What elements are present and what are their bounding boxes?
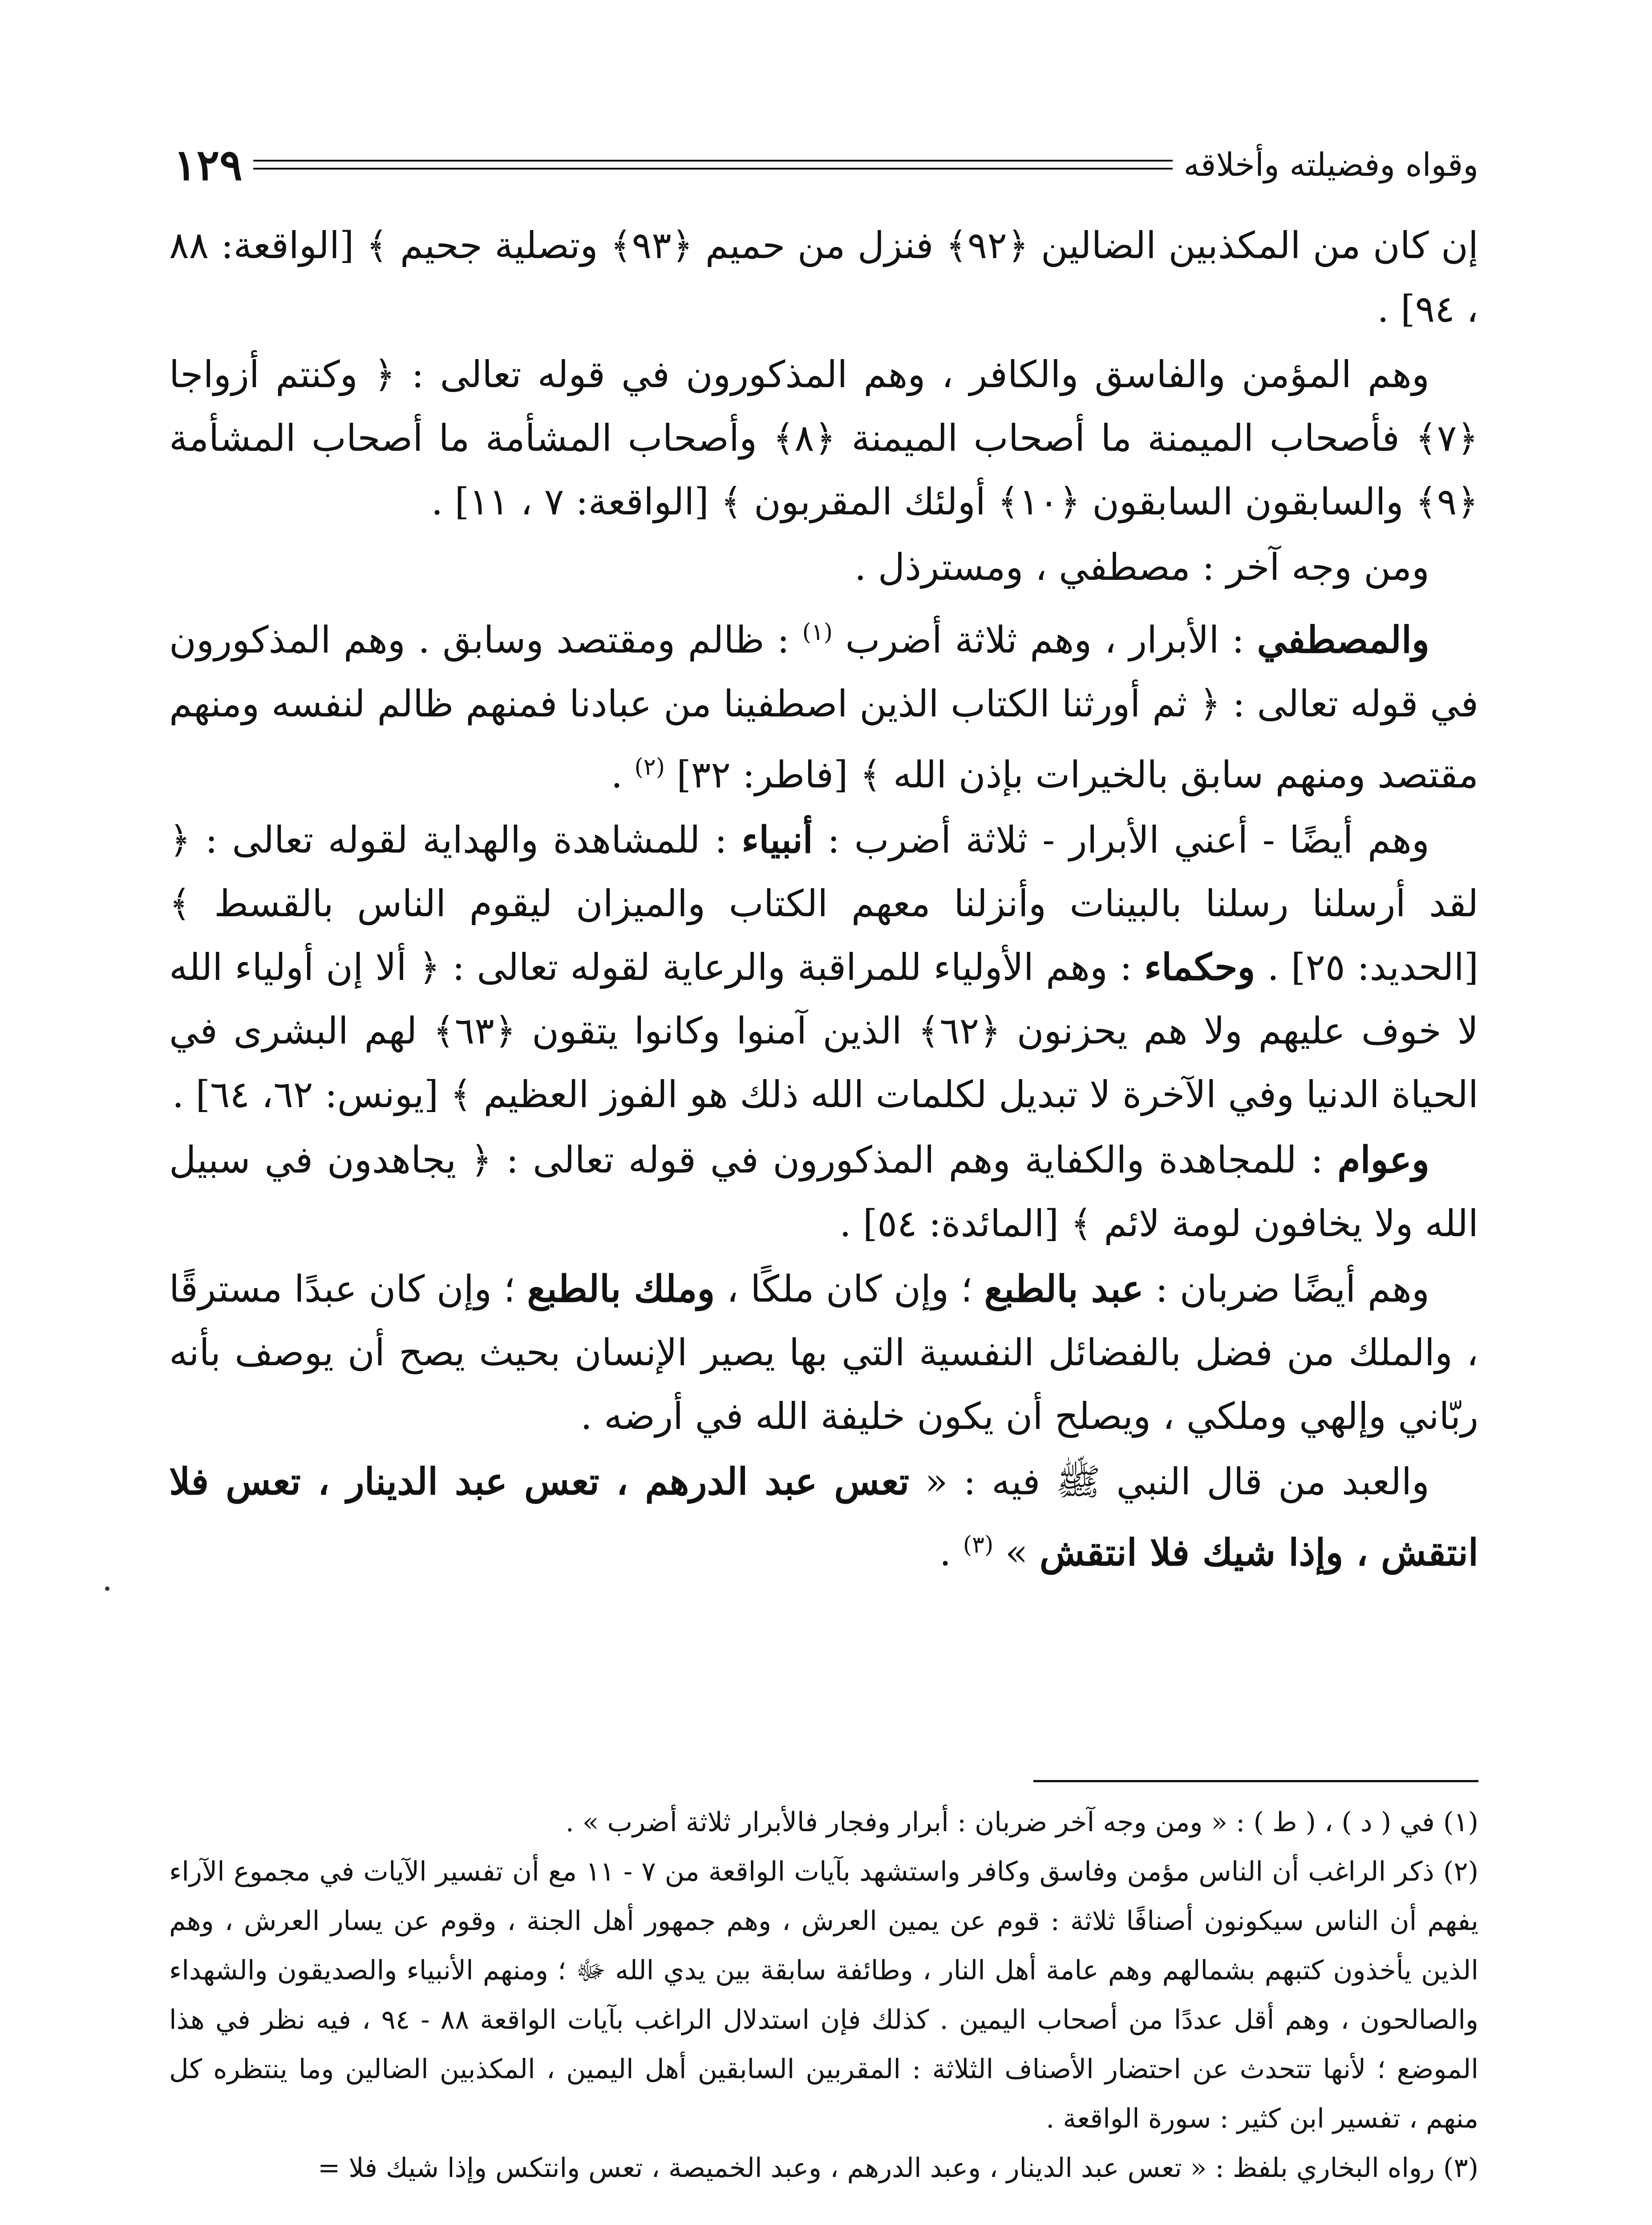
chapter-title: وقواه وفضيلته وأخلاقه (1183, 146, 1478, 183)
term-bold: وملك بالطبع (527, 1267, 715, 1311)
paragraph: وعوام : للمجاهدة والكفاية وهم المذكورون في قوله تعالى : ﴿ يجاهدون في سبيل الله ولا يخافون لومة لائم ﴾ [المائدة: ٥٤] . (169, 1138, 1478, 1246)
footnote: (٣) رواه البخاري بلفظ : « تعس عبد الدينار ، وعبد الدرهم ، وعبد الخميصة ، تعس وانتكس وإذا شيك فلا = (318, 2152, 1478, 2184)
paragraph: ومن وجه آخر : مصطفي ، ومسترذل . (854, 546, 1429, 589)
paragraph: وهم أيضًا ضربان : عبد بالطبع ؛ وإن كان ملكًا ، وملك بالطبع ؛ وإن كان عبدًا مسترقًا ، والملك من فضل بالفضائل النفسية التي بها يصير الإنسان بحيث يصح أن يوصف بأنه ربّاني وإلهي وملكي ، ويصلح أن يكون خليفة الله في أرضه . (169, 1267, 1478, 1438)
term-bold: عبد بالطبع (984, 1267, 1144, 1311)
scan-speck (105, 1586, 109, 1591)
term-bold: وعوام (1337, 1138, 1429, 1182)
paragraph-continuation: إن كان من المكذبين الضالين ﴿٩٢﴾ فنزل من حميم ﴿٩٣﴾ وتصلية جحيم ﴾ [الواقعة: ٨٨ ، ٩٤] . (169, 224, 1478, 331)
footnote-separator (1033, 1780, 1478, 1782)
main-text (169, 214, 1478, 1586)
footnote-marker[interactable]: (١) (802, 619, 833, 646)
term-bold: والمصطفي (1257, 618, 1429, 662)
footnote: (٢) ذكر الراغب أن الناس مؤمن وفاسق وكافر واستشهد بآيات الواقعة من ٧ - ١١ مع أن تفسير الآيات في مجموع الآراء يفهم أن الناس سيكونون أصنافًا ثلاثة : قوم عن يمين العرش ، وهم جمهور أهل الجنة ، وقوم عن يسار العرش ، وهم الذين يأخذون كتبهم بشمالهم وهم عامة أهل النار ، وطائفة سابقة بين يدي الله ﷻ ؛ ومنهم الأنبياء والصديقون والشهداء والصالحون ، وهم أقل عددًا من أصحاب اليمين . كذلك فإن استدلال الراغب بآيات الواقعة ٨٨ - ٩٤ ، فيه نظر في هذا الموضع ؛ لأنها تتحدث عن احتضار الأصناف الثلاثة : المقربين السابقين أهل اليمين ، المكذبين الضالين وما ينتظره كل منهم ، تفسير ابن كثير : سورة الواقعة . (169, 1856, 1479, 2134)
term-bold: وحكماء (1144, 945, 1255, 989)
footnote-marker[interactable]: (٢) (634, 753, 665, 781)
paragraph: وهم أيضًا - أعني الأبرار - ثلاثة أضرب : أنبياء : للمشاهدة والهداية لقوله تعالى : ﴿ لقد أرسلنا رسلنا بالبينات وأنزلنا معهم الكتاب والميزان ليقوم الناس بالقسط ﴾ [الحديد: ٢٥] . وحكماء : وهم الأولياء للمراقبة والرعاية لقوله تعالى : ﴿ ألا إن أولياء الله لا خوف عليهم ولا هم يحزنون ﴿٦٢﴾ الذين آمنوا وكانوا يتقون ﴿٦٣﴾ لهم البشرى في الحياة الدنيا وفي الآخرة لا تبديل لكلمات الله ذلك هو الفوز العظيم ﴾ [يونس: ٦٢، ٦٤] . (169, 818, 1479, 1117)
term-bold: أنبياء (741, 818, 813, 862)
running-header (174, 134, 1478, 196)
footnote: (١) في ( د ) ، ( ط ) : « ومن وجه آخر ضربان : أبرار وفجار فالأبرار ثلاثة أضرب » . (565, 1807, 1478, 1838)
footnote-marker[interactable]: (٣) (963, 1532, 994, 1559)
paragraph: والعبد من قال النبي ﷺ فيه : « تعس عبد الدرهم ، تعس عبد الدينار ، تعس فلا انتقش ، وإذا شيك فلا انتقش » $^{(٣)}$ . (169, 1460, 1478, 1574)
footnotes (169, 1798, 1478, 2193)
paragraph: وهم المؤمن والفاسق والكافر ، وهم المذكورون في قوله تعالى : ﴿ وكنتم أزواجا ﴿٧﴾ فأصحاب الميمنة ما أصحاب الميمنة ﴿٨﴾ وأصحاب المشأمة ما أصحاب المشأمة ﴿٩﴾ والسابقون السابقون ﴿١٠﴾ أولئك المقربون ﴾ [الواقعة: ٧ ، ١١] . (169, 353, 1478, 523)
hadith-quote: تعس عبد الدرهم ، تعس عبد الدينار ، تعس فلا انتقش ، وإذا شيك فلا انتقش (169, 1460, 1478, 1574)
header-rule (253, 160, 1173, 170)
page-number: ١٢٩ (174, 139, 243, 190)
paragraph: والمصطفي : الأبرار ، وهم ثلاثة أضرب $^{(١)}$ : ظالم ومقتصد وسابق . وهم المذكورون في قوله تعالى : ﴿ ثم أورثنا الكتاب الذين اصطفينا من عبادنا فمنهم ظالم لنفسه ومنهم مقتصد ومنهم سابق بالخيرات بإذن الله ﴾ [فاطر: ٣٢] $^{(٢)}$ . (169, 618, 1478, 797)
